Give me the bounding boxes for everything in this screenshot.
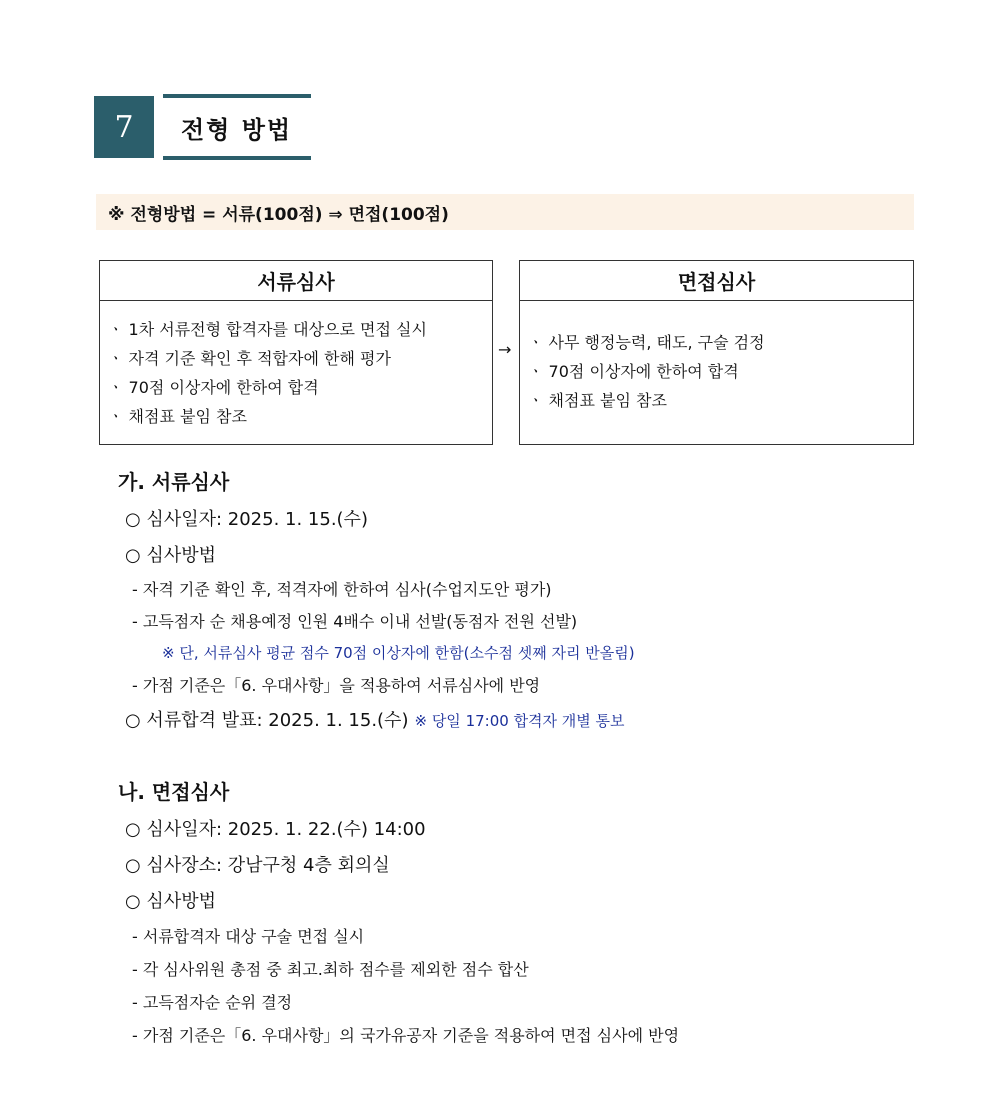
doc-review-item: ㆍ 1차 서류전형 합격자를 대상으로 면접 실시: [108, 320, 427, 339]
doc-review-box: [99, 260, 493, 445]
doc-review-title: 서류심사: [100, 261, 492, 301]
interview-detail: - 고득점자순 순위 결정: [132, 993, 293, 1012]
announcement-note: ※ 당일 17:00 합격자 개별 통보: [414, 712, 625, 730]
interview-item: ㆍ 채점표 붙임 참조: [528, 391, 667, 410]
interview-detail: - 서류합격자 대상 구술 면접 실시: [132, 927, 365, 946]
interview-item: ㆍ 70점 이상자에 한하여 합격: [528, 362, 739, 381]
section-number: 7: [94, 96, 154, 158]
doc-review-detail: - 고득점자 순 채용예정 인원 4배수 이내 선발(동점자 전원 선발): [132, 612, 578, 631]
interview-item: ㆍ 사무 행정능력, 태도, 구술 검정: [528, 333, 765, 352]
interview-heading: 나. 면접심사: [118, 780, 230, 804]
doc-review-method: ○ 심사방법: [125, 545, 216, 566]
announcement-text: ○ 서류합격 발표: 2025. 1. 15.(수): [125, 710, 409, 731]
doc-review-detail: - 가점 기준은「6. 우대사항」을 적용하여 서류심사에 반영: [132, 676, 541, 695]
doc-review-date: ○ 심사일자: 2025. 1. 15.(수): [125, 509, 368, 530]
doc-review-item: ㆍ 채점표 붙임 참조: [108, 407, 247, 426]
doc-review-note: ※ 단, 서류심사 평균 점수 70점 이상자에 한함(소수점 셋째 자리 반올림): [162, 644, 635, 662]
interview-date: ○ 심사일자: 2025. 1. 22.(수) 14:00: [125, 819, 426, 840]
interview-detail: - 각 심사위원 총점 중 최고.최하 점수를 제외한 점수 합산: [132, 960, 529, 979]
interview-title: 면접심사: [520, 261, 913, 301]
section-title: 전형 방법: [181, 115, 293, 144]
section-title-frame: [163, 94, 311, 160]
doc-review-announcement: [125, 706, 625, 732]
doc-review-item: ㆍ 70점 이상자에 한하여 합격: [108, 378, 319, 397]
doc-review-heading: 가. 서류심사: [118, 470, 230, 494]
interview-place: ○ 심사장소: 강남구청 4층 회의실: [125, 855, 390, 876]
flow-arrow: →: [498, 340, 512, 359]
summary-note: ※ 전형방법 = 서류(100점) ⇒ 면접(100점): [96, 194, 914, 230]
doc-review-detail: - 자격 기준 확인 후, 적격자에 한하여 심사(수업지도안 평가): [132, 580, 552, 599]
doc-review-item: ㆍ 자격 기준 확인 후 적합자에 한해 평가: [108, 349, 391, 368]
interview-detail: - 가점 기준은「6. 우대사항」의 국가유공자 기준을 적용하여 면접 심사에 반영: [132, 1026, 680, 1045]
interview-box: [519, 260, 914, 445]
interview-method: ○ 심사방법: [125, 891, 216, 912]
